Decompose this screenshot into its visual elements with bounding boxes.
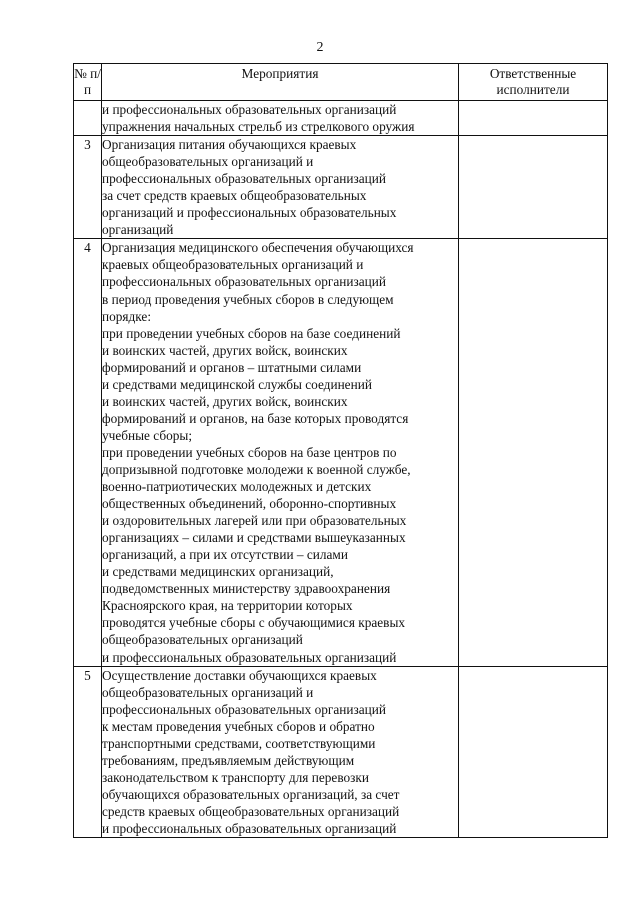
activity-text-line: проводятся учебные сборы с обучающимися краевых	[102, 615, 406, 631]
table-row	[74, 136, 608, 239]
activity-text-line: организаций и профессиональных образовательных	[102, 205, 397, 221]
activity-cell	[102, 101, 459, 136]
activity-text-line: упражнения начальных стрельб из стрелкового оружия	[102, 119, 415, 135]
table-header-row	[74, 64, 608, 101]
activity-text-line: организаций	[102, 222, 174, 238]
activity-text-line: профессиональных образовательных организаций	[102, 274, 386, 290]
activity-text-line: Осуществление доставки обучающихся краевых	[102, 667, 377, 683]
activity-text-line: законодательством к транспорту для перевозки	[102, 769, 369, 785]
activity-text-line: общественных объединений, оборонно-спортивных	[102, 496, 397, 512]
activity-text-line: требованиям, предъявляемым действующим	[102, 752, 355, 768]
responsible-cell	[459, 136, 608, 239]
activity-text-line: общеобразовательных организаций и	[102, 154, 314, 170]
page-number: 2	[316, 40, 324, 55]
table-row	[74, 239, 608, 666]
activity-cell	[102, 666, 459, 837]
activity-text-line: профессиональных образовательных организаций	[102, 171, 386, 187]
activity-text-line: средств краевых общеобразовательных организаций	[102, 803, 400, 819]
activity-text-line: транспортными средствами, соответствующими	[102, 735, 376, 751]
activity-text-line: порядке:	[102, 308, 152, 324]
activity-text-line: и средствами медицинской службы соединений	[102, 376, 372, 392]
activity-text-line: общеобразовательных организаций	[102, 632, 303, 648]
activity-text-line: и профессиональных образовательных организаций	[102, 102, 397, 117]
row-number	[74, 101, 102, 136]
activity-text-line: за счет средств краевых общеобразовательных	[102, 188, 367, 204]
activity-text-line: и воинских частей, других войск, воинских	[102, 393, 348, 409]
header-activity: Мероприятия	[102, 64, 459, 101]
activity-text-line: Красноярского края, на территории которых	[102, 598, 353, 614]
activity-text-line: подведомственных министерству здравоохранения	[102, 581, 391, 597]
activity-text-line: при проведении учебных сборов на базе центров по	[102, 444, 397, 460]
activity-text-line: и профессиональных образовательных организаций	[102, 820, 397, 836]
activity-text-line: и средствами медицинских организаций,	[102, 564, 334, 580]
activity-text-line: учебные сборы;	[102, 427, 193, 443]
header-number: № п/п	[74, 64, 102, 101]
activity-text-line: общеобразовательных организаций и	[102, 684, 314, 700]
activity-text-line: формирований и органов, на базе которых проводятся	[102, 410, 409, 426]
activity-text-line: и оздоровительных лагерей или при образовательных	[102, 513, 407, 529]
activity-text-line: организаций, а при их отсутствии – силами	[102, 547, 348, 563]
responsible-cell	[459, 239, 608, 666]
activity-text-line: в период проведения учебных сборов в следующем	[102, 291, 394, 307]
table-body	[74, 101, 608, 838]
activity-text-line: Организация медицинского обеспечения обучающихся	[102, 240, 414, 256]
activity-text-line: и профессиональных образовательных организаций	[102, 649, 397, 665]
activity-cell	[102, 136, 459, 239]
activity-text-line: формирований и органов – штатными силами	[102, 359, 362, 375]
activity-text-line: краевых общеобразовательных организаций и	[102, 257, 364, 273]
table-row	[74, 666, 608, 837]
activity-text-line: обучающихся образовательных организаций, за счет	[102, 786, 400, 802]
activity-text-line: военно-патриотических молодежных и детских	[102, 479, 372, 495]
row-number: 5	[74, 666, 102, 837]
activity-text-line: к местам проведения учебных сборов и обратно	[102, 718, 375, 734]
header-responsible: Ответственные исполнители	[459, 64, 608, 101]
activity-text-line: при проведении учебных сборов на базе соединений	[102, 325, 401, 341]
activities-table	[73, 63, 608, 838]
activity-text-line: организациях – силами и средствами вышеуказанных	[102, 530, 406, 546]
activity-text-line: профессиональных образовательных организаций	[102, 701, 386, 717]
activity-text-line: Организация питания обучающихся краевых	[102, 137, 357, 153]
table-row	[74, 101, 608, 136]
activity-text-line: и воинских частей, других войск, воинских	[102, 342, 348, 358]
responsible-cell	[459, 666, 608, 837]
row-number: 4	[74, 239, 102, 666]
row-number: 3	[74, 136, 102, 239]
responsible-cell	[459, 101, 608, 136]
activity-text-line: допризывной подготовке молодежи к военной службе,	[102, 461, 411, 477]
activity-cell	[102, 239, 459, 666]
